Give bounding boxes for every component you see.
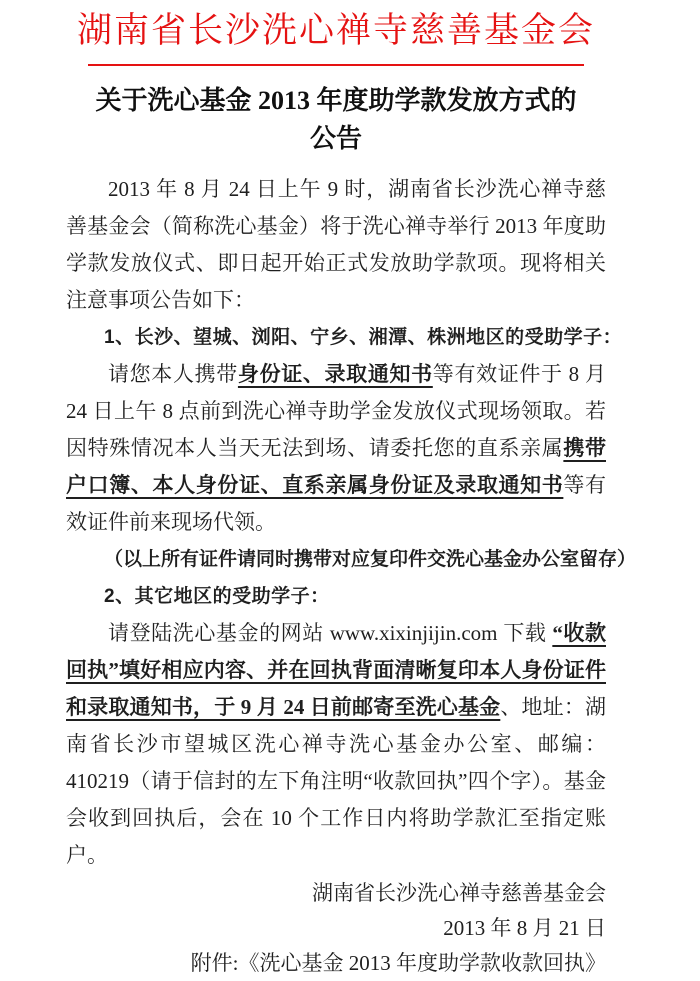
section2-text-run: 、地址：湖南省长沙市望城区洗心禅寺洗心基金办公室、邮编：410219（请于信封的左下角注明“收款回执”四个字）。基金会收到回执后，会在 10 个工作日内将助学款汇至指定账户。 <box>66 695 607 867</box>
section1-text-run: 等有效证件于 8 月 24 日上午 8 点前到洗心禅寺助学金发放仪式现场领取。若因特殊情况本人当天无法到场、请委托您的直系亲属 <box>66 362 607 460</box>
letterhead-org-name: 湖南省长沙洗心禅寺慈善基金会 <box>76 11 595 50</box>
document-title <box>66 82 606 158</box>
section1-paragraph <box>66 356 606 541</box>
receipt-mailing-emphasis: “收款回执”填好相应内容、并在回执背面清晰复印本人身份证件和录取通知书，于 9 月 24 日前邮寄至洗心基金 <box>66 621 606 719</box>
signature-block <box>66 876 606 981</box>
proxy-documents-emphasis: 携带户口簿、本人身份证、直系亲属身份证及录取通知书 <box>66 436 606 497</box>
certificates-copy-note: （以上所有证件请同时携带对应复印件交洗心基金办公室留存） <box>104 549 637 570</box>
intro-paragraph: 2013 年 8 月 24 日上午 9 时，湖南省长沙洗心禅寺慈善基金会（简称洗心基金）将于洗心禅寺举行 2013 年度助学款发放仪式、即日起开始正式发放助学款项。现将相关注意事项公告如下： <box>66 177 606 312</box>
required-documents-emphasis: 身份证、录取通知书 <box>237 362 433 386</box>
signature-date: 2013 年 8 月 21 日 <box>443 916 606 940</box>
document-title-line2: 公告 <box>309 124 362 153</box>
section1-text-run: 请您本人携带 <box>108 362 238 386</box>
attachment-reference: 附件:《洗心基金 2013 年度助学款收款回执》 <box>190 951 606 975</box>
section1-heading: 1、长沙、望城、浏阳、宁乡、湘潭、株洲地区的受助学子： <box>104 327 623 348</box>
section2-heading: 2、其它地区的受助学子： <box>104 586 330 607</box>
section1-text-run: 等有效证件前来现场代领。 <box>66 473 606 534</box>
signature-org-name: 湖南省长沙洗心禅寺慈善基金会 <box>312 881 606 905</box>
section2-text-run: 请登陆洗心基金的网站 www.xixinjijin.com 下载 <box>108 621 553 645</box>
letterhead-rule <box>88 64 584 66</box>
document-body <box>66 171 637 874</box>
section2-paragraph <box>66 615 606 874</box>
document-title-line1: 关于洗心基金 2013 年度助学款发放方式的 <box>95 86 577 115</box>
